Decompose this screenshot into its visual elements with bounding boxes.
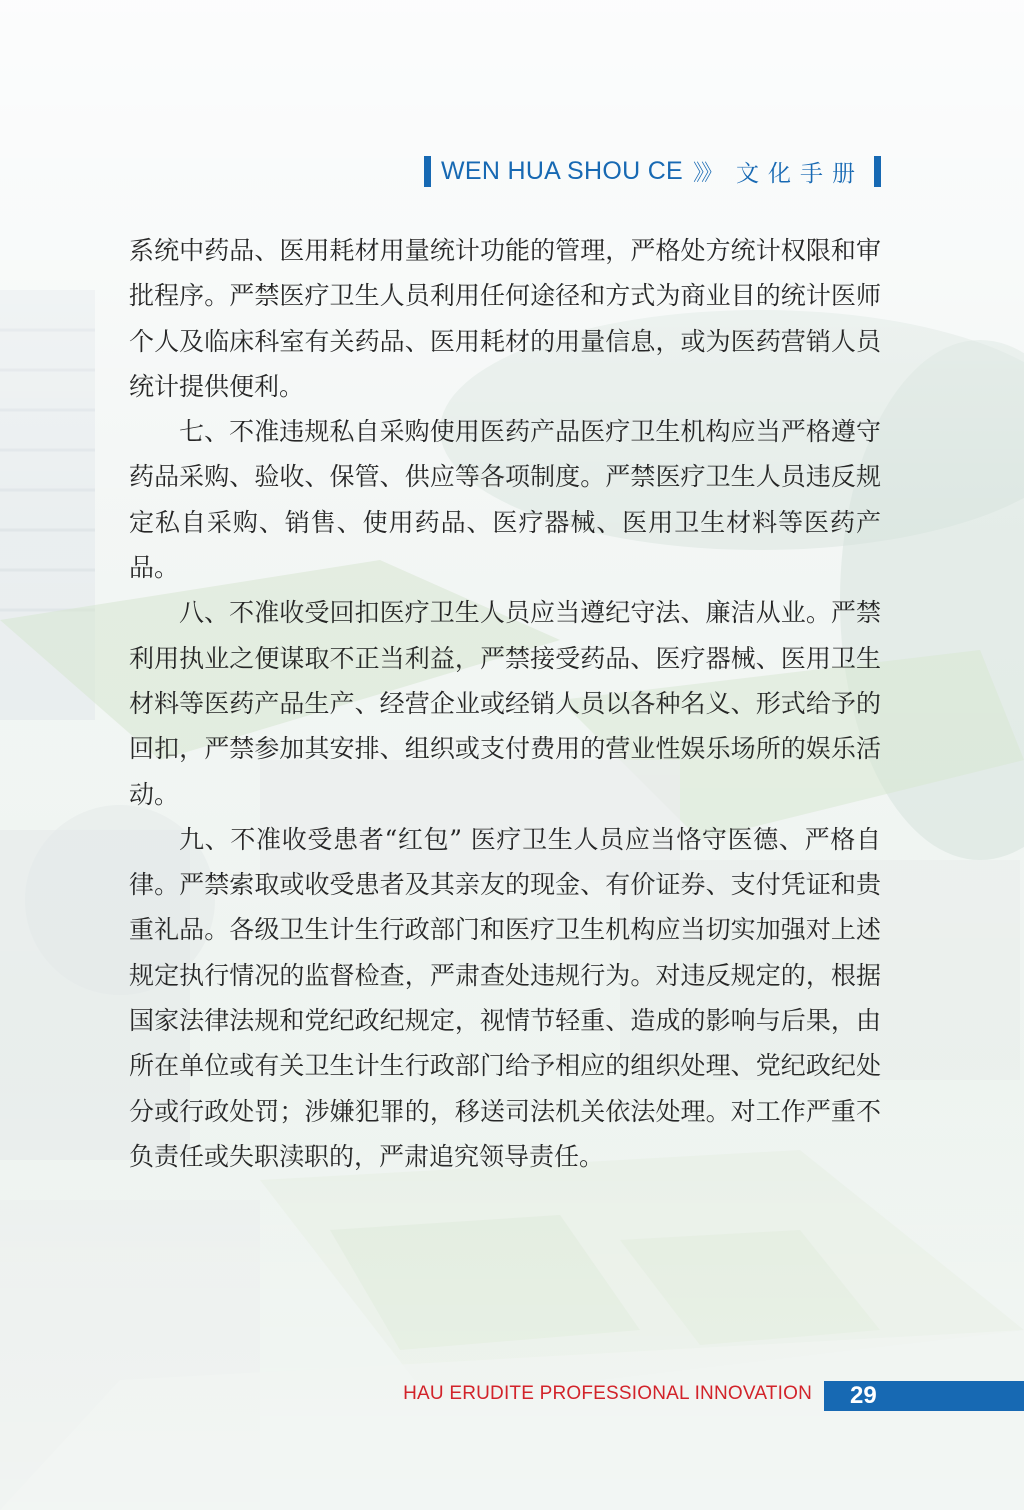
footer-tagline: HAU ERUDITE PROFESSIONAL INNOVATION xyxy=(403,1383,812,1404)
header-separator: 》》 xyxy=(693,159,721,185)
page-number: 29 xyxy=(850,1382,877,1409)
header-left-bar xyxy=(424,156,431,187)
body-text xyxy=(129,228,881,1179)
page-footer xyxy=(0,1381,1024,1411)
header-english-title: WEN HUA SHOU CE xyxy=(441,156,684,185)
running-header xyxy=(424,153,881,189)
paragraph-continued: 系统中药品、医用耗材用量统计功能的管理，严格处方统计权限和审批程序。严禁医疗卫生人员利用任何途径和方式为商业目的统计医师个人及临床科室有关药品、医用耗材的用量信息，或为医药营销人员统计提供便利。 xyxy=(129,236,881,401)
paragraph-item-9: 九、不准收受患者“红包” 医疗卫生人员应当恪守医德、严格自律。严禁索取或收受患者及其亲友的现金、有价证券、支付凭证和贵重礼品。各级卫生计生行政部门和医疗卫生机构应当切实加强对上述规定执行情况的监督检查，严肃查处违规行为。对违反规定的，根据国家法律法规和党纪政纪规定，视情节轻重、造成的影响与后果，由所在单位或有关卫生计生行政部门给予相应的组织处理、党纪政纪处分或行政处罚；涉嫌犯罪的，移送司法机关依法处理。对工作严重不负责任或失职渎职的，严肃追究领导责任。 xyxy=(129,824,881,1171)
paragraph-item-8: 八、不准收受回扣医疗卫生人员应当遵纪守法、廉洁从业。严禁利用执业之便谋取不正当利益，严禁接受药品、医疗器械、医用卫生材料等医药产品生产、经营企业或经销人员以各种名义、形式给予的回扣，严禁参加其安排、组织或支付费用的营业性娱乐场所的娱乐活动。 xyxy=(129,598,881,809)
paragraph-item-7: 七、不准违规私自采购使用医药产品医疗卫生机构应当严格遵守药品采购、验收、保管、供应等各项制度。严禁医疗卫生人员违反规定私自采购、销售、使用药品、医疗器械、医用卫生材料等医药产品。 xyxy=(129,417,881,583)
header-right-bar xyxy=(874,156,881,187)
header-chinese-title: 文化手册 xyxy=(736,160,865,187)
page-number-box xyxy=(824,1381,1024,1411)
